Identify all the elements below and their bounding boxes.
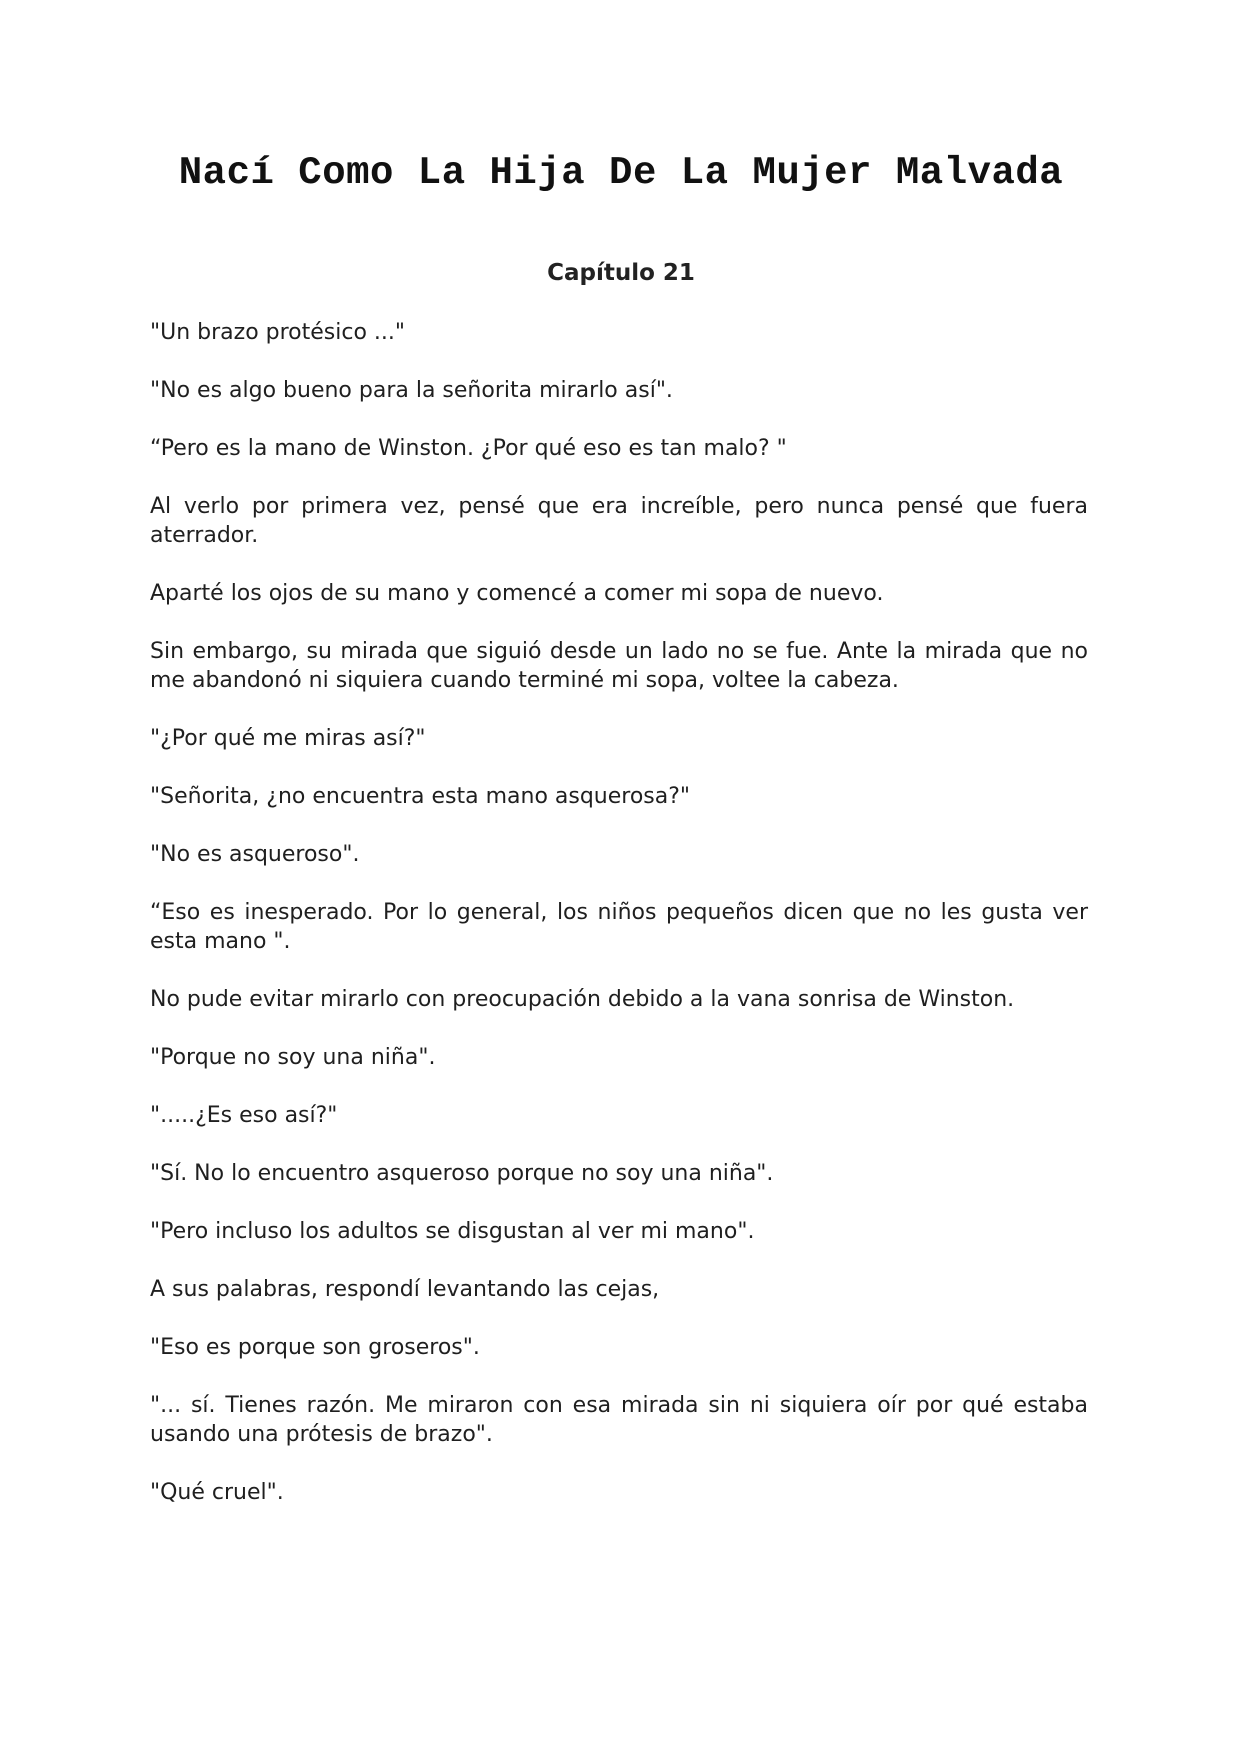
paragraph: A sus palabras, respondí levantando las cejas, — [150, 1277, 660, 1302]
paragraph: "Eso es porque son groseros". — [150, 1335, 480, 1360]
paragraph: "No es asqueroso". — [150, 842, 360, 867]
chapter-heading: Capítulo 21 — [547, 260, 695, 286]
paragraph: "Pero incluso los adultos se disgustan al ver mi mano". — [150, 1219, 755, 1244]
paragraph: “Eso es inesperado. Por lo general, los niños pequeños dicen que no les gusta ver esta mano ". — [150, 900, 1088, 954]
paragraph: No pude evitar mirarlo con preocupación debido a la vana sonrisa de Winston. — [150, 987, 1015, 1012]
paragraph: "Sí. No lo encuentro asqueroso porque no soy una niña". — [150, 1161, 774, 1186]
paragraph: ".....¿Es eso así?" — [150, 1103, 338, 1128]
paragraph: "¿Por qué me miras así?" — [150, 726, 426, 751]
paragraph: “Pero es la mano de Winston. ¿Por qué eso es tan malo? " — [150, 436, 787, 461]
book-title: Nací Como La Hija De La Mujer Malvada — [178, 151, 1064, 195]
paragraph: "Qué cruel". — [150, 1480, 284, 1505]
paragraph: Sin embargo, su mirada que siguió desde un lado no se fue. Ante la mirada que no me abandonó ni siquiera cuando terminé mi sopa, voltee la cabeza. — [150, 639, 1088, 693]
paragraph: "Porque no soy una niña". — [150, 1045, 436, 1070]
paragraph: "Un brazo protésico ..." — [150, 320, 406, 345]
paragraph: "... sí. Tienes razón. Me miraron con esa mirada sin ni siquiera oír por qué estaba usando una prótesis de brazo". — [150, 1393, 1088, 1447]
paragraph: Aparté los ojos de su mano y comencé a comer mi sopa de nuevo. — [150, 581, 884, 606]
chapter-text — [150, 318, 1088, 1536]
paragraph: Al verlo por primera vez, pensé que era increíble, pero nunca pensé que fuera aterrador. — [150, 494, 1088, 548]
paragraph: "Señorita, ¿no encuentra esta mano asquerosa?" — [150, 784, 691, 809]
paragraph: "No es algo bueno para la señorita mirarlo así". — [150, 378, 673, 403]
